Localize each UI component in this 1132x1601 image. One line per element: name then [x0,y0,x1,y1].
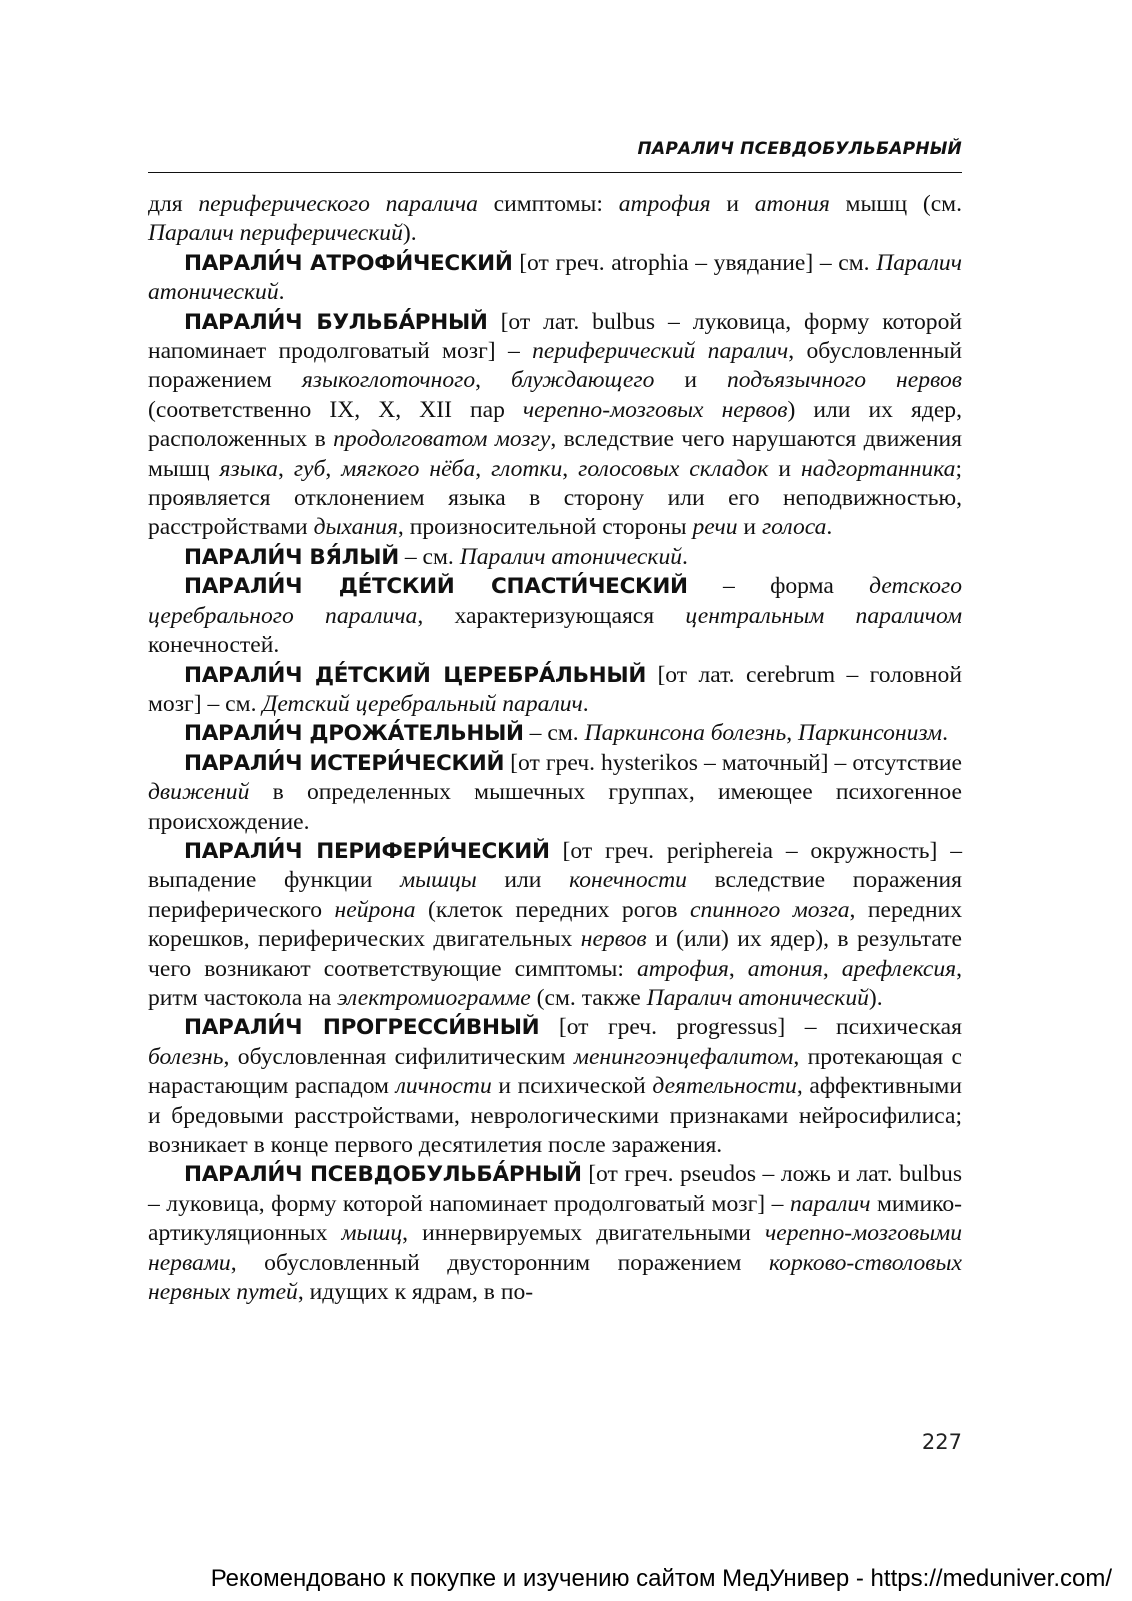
cross-reference-text: мышц [341,1220,403,1247]
cross-reference-text: блуждающего [511,367,655,394]
definition-text: . [942,720,948,747]
entry-term: ПАРАЛИ́Ч ПРОГРЕССИ́ВНЫЙ [184,1015,540,1041]
cross-reference-text: нейрона [334,896,416,923]
definition-text: , обусловленная сифилитическим [223,1043,574,1070]
definition-text: , обусловленный двусторонним поражением [230,1249,770,1276]
cross-reference-text: Паралич атонический [459,543,683,570]
dictionary-entry [148,543,962,572]
cross-reference-text: личности [395,1073,492,1100]
cross-reference-text: черепно-мозговых нервов [522,396,788,423]
entry-term: ПАРАЛИ́Ч ПСЕВДОБУЛЬБА́РНЫЙ [184,1162,582,1188]
cross-reference-text: паралич [789,1190,871,1217]
cross-reference-text: Паралич периферический [148,220,403,247]
definition-text: (соответственно IX, X, XII пар [148,396,523,423]
header-rule [148,172,962,173]
cross-reference-text: языка [219,455,278,482]
definition-text: , [728,955,748,982]
cross-reference-text: деятельности [652,1073,797,1100]
definition-text: , иннервируемых двигательными [402,1220,766,1247]
definition-text: , ритм частокола на [148,955,963,1011]
cross-reference-text: атония [754,191,830,217]
entry-term: ПАРАЛИ́Ч ВЯ́ЛЫЙ [184,544,399,570]
definition-text: , произносительной стороны [397,514,693,541]
cross-reference-text: центральным параличом [685,602,963,629]
cross-reference-text: мягкого нёба [341,455,476,482]
dictionary-entry [148,837,962,1013]
cross-reference-text: движений [148,779,250,806]
entry-term: ПАРАЛИ́Ч ДЕ́ТСКИЙ СПАСТИ́ЧЕСКИЙ [184,574,688,600]
dictionary-entry [148,1013,962,1160]
definition-text: , [822,955,842,982]
definition-text: [от греч. hysterikos – маточный] – отсутствие [504,749,962,776]
definition-text: [от греч. pseudos – ложь и лат. bulbus – луковица, форму которой напоминает продолговатый мозг] – [148,1161,962,1217]
definition-text: . [278,279,285,306]
definition-text: мышц (см. [829,191,962,217]
definition-text: , [562,455,579,482]
cross-reference-text: электромиограмме [337,984,531,1011]
definition-text: . [582,690,589,717]
definition-text: , [475,367,512,394]
definition-text: в определенных мышечных группах, имеющее психогенное происхождение. [148,779,962,835]
definition-text: – форма [687,573,870,600]
definition-text: и [654,367,727,394]
dictionary-entry [148,572,962,660]
cross-reference-text: мышцы [400,867,477,894]
definition-text: . [826,514,833,541]
cross-reference-text: продолговатом мозгу [333,426,551,453]
definition-text: , аффективными и бредовыми расстройствами, неврологическими признаками нейросифилиса; возникает в конце первого десятилетия после заражения. [148,1073,962,1158]
definition-text: (см. также [530,984,647,1011]
cross-reference-text: надгортанника [800,455,956,482]
definition-text: симптомы: [477,191,619,217]
dictionary-entry [148,249,962,308]
cross-reference-text: голоса [761,514,827,541]
dictionary-entry [148,308,962,543]
definition-text: и [737,514,762,541]
definition-text: , [475,455,492,482]
footer-note: Рекомендовано к покупке и изучению сайтом МедУнивер - https://meduniver.com/ [210,1565,1112,1592]
entry-term: ПАРАЛИ́Ч ИСТЕРИ́ЧЕСКИЙ [184,750,505,776]
cross-reference-text: менингоэнцефалитом [573,1043,794,1070]
entry-term: ПАРАЛИ́Ч ДРОЖА́ТЕЛЬНЫЙ [184,721,524,747]
cross-reference-text: Паралич атонический [148,249,962,306]
definition-text: [от лат. cerebrum – головной мозг] – см. [148,661,962,717]
cross-reference-text: Паралич атонический [646,984,869,1011]
definition-text: ). [868,984,883,1011]
definition-text: (клеток передних рогов [415,896,691,923]
definition-text: ; проявляется отклонением языка в сторону или его неподвижностью, расстройствами [148,455,963,541]
dictionary-entry [148,1160,962,1307]
cross-reference-text: атония [747,955,823,982]
definition-text: мимико-артикуляционных [148,1190,962,1247]
cross-reference-text: голосовых складок [578,455,769,482]
definition-text: [от греч. atrophia – увядание] – см. [512,249,877,276]
definition-text: и [768,455,801,482]
definition-text: и психической [491,1073,653,1100]
entry-term: ПАРАЛИ́Ч ПЕРИФЕРИ́ЧЕСКИЙ [184,838,550,864]
definition-text: , характеризующаяся [417,602,686,629]
dictionary-entry [148,661,962,720]
definition-text: . [682,543,688,570]
definition-text: [от лат. bulbus – луковица, форму которой напоминает продолговатый мозг] – [148,308,962,365]
definition-text: или [476,867,570,894]
cross-reference-text: болезнь [148,1043,224,1070]
cross-reference-text: детского церебрального паралича [148,573,963,629]
definition-text: конечностей. [148,632,280,659]
definition-text: , [786,720,799,747]
cross-reference-text: губ [293,455,326,482]
cross-reference-text: атрофия [636,955,729,982]
cross-reference-text: спинного мозга [690,896,850,923]
definition-text: – см. [523,720,585,747]
cross-reference-text: арефлексия [841,955,957,982]
definition-text: , передних корешков, периферических двигательных [148,896,962,953]
cross-reference-text: дыхания [313,514,398,541]
definition-text: ) или их ядер, расположенных в [148,396,962,453]
dictionary-text [148,190,962,1307]
definition-text: [от греч. periphereia – окружность] – выпадение функции [148,837,962,894]
definition-text: для [148,191,199,217]
cross-reference-text: нервов [580,926,647,953]
cross-reference-text: атрофия [618,191,711,217]
cross-reference-text: конечности [569,867,687,894]
cross-reference-text: периферического паралича [198,191,478,217]
definition-text: , протекающая с нарастающим распадом [148,1043,962,1100]
definition-text: , вследствие чего нарушаются движения мышц [148,426,962,482]
definition-text: , обусловленный поражением [148,338,962,394]
definition-text: , [325,455,342,482]
definition-text: ). [402,220,417,247]
page-number: 227 [921,1430,962,1454]
entry-term: ПАРАЛИ́Ч АТРОФИ́ЧЕСКИЙ [184,250,513,276]
definition-text: и [710,191,755,217]
definition-text: , идущих к ядрам, в по- [297,1279,534,1306]
entry-term: ПАРАЛИ́Ч ДЕ́ТСКИЙ ЦЕРЕБРА́ЛЬНЫЙ [184,662,647,688]
cross-reference-text: глотки [491,455,563,482]
dictionary-entry [148,749,962,837]
cross-reference-text: корково-стволовых нервных путей [148,1249,962,1306]
dictionary-entry [148,719,962,748]
definition-text: и (или) их ядер), в результате чего возникают соответствующие симптомы: [148,926,962,982]
cross-reference-text: Паркинсонизм [798,720,943,747]
running-head: ПАРАЛИЧ ПСЕВДОБУЛЬБАРНЫЙ [637,139,962,159]
cross-reference-text: черепно-мозговыми нервами [148,1220,962,1276]
cross-reference-text: речи [692,514,738,541]
definition-text: – см. [398,543,460,570]
cross-reference-text: периферический паралич [532,338,789,365]
entry-continuation [148,190,962,249]
definition-text: , [277,455,294,482]
cross-reference-text: подъязычного нервов [727,367,962,394]
entry-term: ПАРАЛИ́Ч БУЛЬБА́РНЫЙ [184,309,488,335]
cross-reference-text: языкоглоточного [301,367,476,394]
definition-text: вследствие поражения периферического [148,867,962,923]
cross-reference-text: Детский церебральный паралич [262,690,583,717]
cross-reference-text: Паркинсона болезнь [584,720,787,747]
definition-text: [от греч. progressus] – психическая [539,1014,962,1041]
